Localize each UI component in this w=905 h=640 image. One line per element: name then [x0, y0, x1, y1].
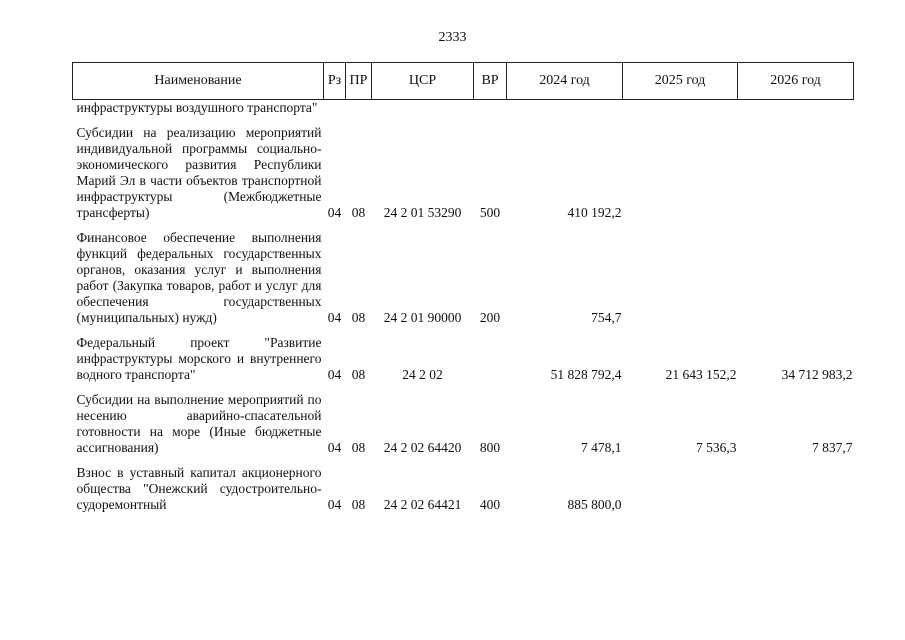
row-rz: 04 [327, 440, 342, 455]
table-body [73, 100, 854, 514]
row-vr: 200 [479, 310, 501, 325]
row-pr: 08 [351, 310, 366, 325]
row-pr: 08 [351, 497, 366, 512]
row-name: Субсидии на выполнение мероприятий по несению аварийно-спасательной готовности на море (Иные бюджетные ассигнования) [76, 392, 322, 455]
table-row [73, 335, 854, 383]
header-name: Наименование [73, 63, 324, 100]
table-row [73, 465, 854, 513]
row-2025 [623, 100, 738, 117]
row-2025 [623, 465, 738, 513]
row-2024 [507, 100, 623, 117]
row-2026: 7 837,7 [812, 440, 853, 455]
table-row [73, 392, 854, 456]
row-vr: 400 [479, 497, 501, 512]
row-csr: 24 2 01 53290 [383, 205, 462, 220]
row-csr: 24 2 01 90000 [383, 310, 462, 325]
row-rz: 04 [327, 497, 342, 512]
row-2026 [738, 100, 854, 117]
row-csr [372, 100, 474, 117]
row-2024: 754,7 [591, 310, 622, 325]
row-2024: 410 192,2 [567, 205, 622, 220]
row-rz: 04 [327, 310, 342, 325]
row-spacer [73, 456, 854, 465]
row-vr [474, 100, 507, 117]
header-rz: Рз [324, 63, 346, 100]
row-2026: 34 712 983,2 [781, 367, 853, 382]
row-2024: 51 828 792,4 [550, 367, 622, 382]
budget-table [72, 62, 854, 513]
row-2026 [738, 465, 854, 513]
row-2025: 7 536,3 [696, 440, 737, 455]
row-rz: 04 [327, 205, 342, 220]
header-2026: 2026 год [738, 63, 854, 100]
row-csr: 24 2 02 [402, 367, 443, 382]
row-csr: 24 2 02 64421 [383, 497, 462, 512]
header-csr: ЦСР [372, 63, 474, 100]
page-number: 2333 [438, 30, 467, 45]
row-csr: 24 2 02 64420 [383, 440, 462, 455]
row-pr: 08 [351, 440, 366, 455]
row-rz: 04 [327, 367, 342, 382]
row-pr: 08 [351, 367, 366, 382]
row-2025 [623, 230, 738, 326]
row-2026 [738, 125, 854, 221]
row-spacer [73, 221, 854, 230]
row-vr: 800 [479, 440, 501, 455]
row-name: инфраструктуры воздушного транспорта" [76, 100, 318, 115]
row-2025 [623, 125, 738, 221]
row-spacer [73, 116, 854, 125]
table-header [73, 63, 854, 100]
row-spacer [73, 383, 854, 392]
row-pr [346, 100, 372, 117]
header-vr: ВР [474, 63, 507, 100]
table-row [73, 125, 854, 221]
row-2025: 21 643 152,2 [665, 367, 737, 382]
row-vr: 500 [479, 205, 501, 220]
row-vr [474, 335, 507, 383]
row-2026 [738, 230, 854, 326]
row-name: Субсидии на реализацию мероприятий индивидуальной программы социально-экономического развития Республики Марий Эл в части объектов транспортной инфраструктуры (Межбюджетные трансферты) [76, 125, 322, 220]
header-2024: 2024 год [507, 63, 623, 100]
row-2024: 7 478,1 [581, 440, 622, 455]
row-rz [324, 100, 346, 117]
table-row [73, 230, 854, 326]
row-name: Взнос в уставный капитал акционерного общества "Онежский судостроительно-судоремонтный [76, 465, 322, 512]
row-name: Финансовое обеспечение выполнения функций федеральных государственных органов, оказания услуг и выполнения работ (Закупка товаров, работ и услуг для обеспечения государственных (муниципальных) нужд) [76, 230, 322, 325]
header-pr: ПР [346, 63, 372, 100]
row-2024: 885 800,0 [567, 497, 622, 512]
row-name: Федеральный проект "Развитие инфраструктуры морского и внутреннего водного транспорта" [76, 335, 322, 382]
row-pr: 08 [351, 205, 366, 220]
table-row [73, 100, 854, 117]
row-spacer [73, 326, 854, 335]
header-2025: 2025 год [623, 63, 738, 100]
